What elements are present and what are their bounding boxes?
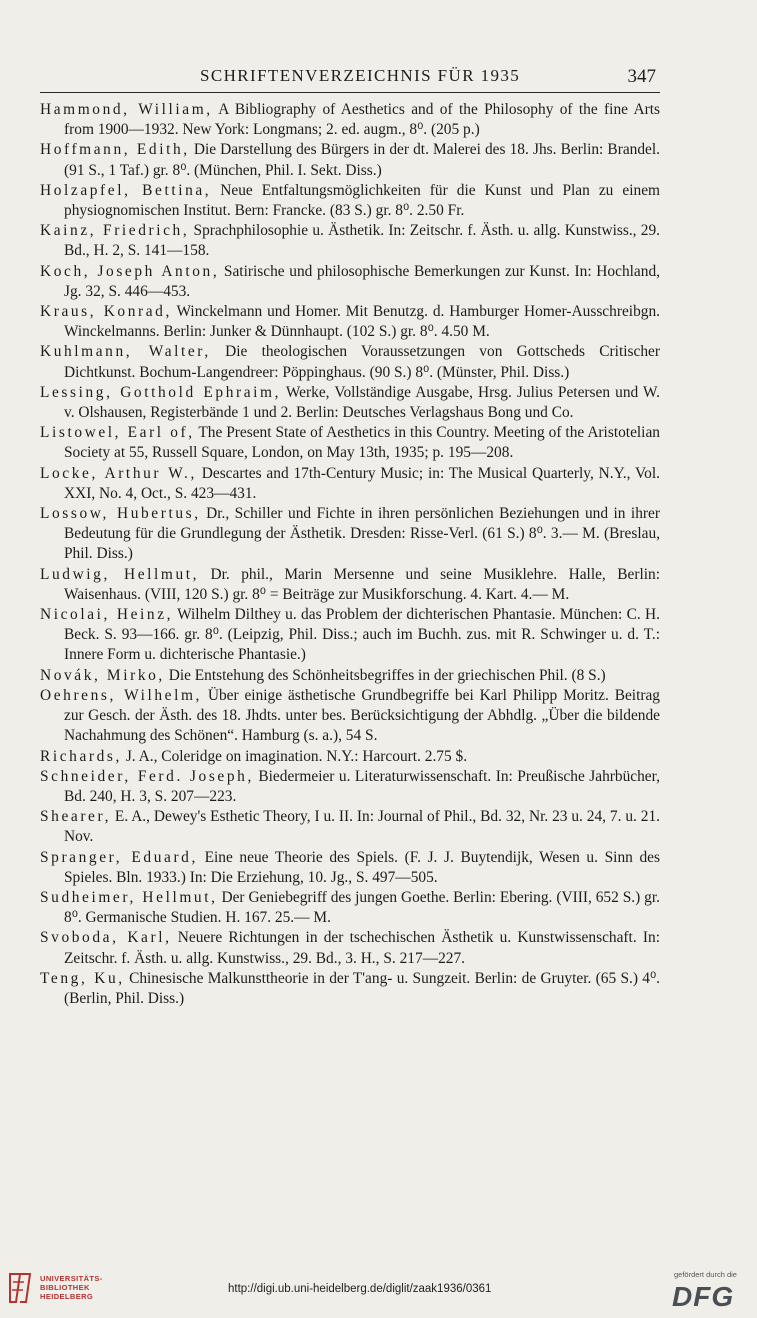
running-title: SCHRIFTENVERZEICHNIS FÜR 1935 (200, 66, 521, 85)
entry-text: Neuere Richtungen in der tschechischen Ästhetik u. Kunstwissenschaft. In: Zeitschr. f. Ästh. u. allg. Kunstwiss., 29. Bd., 3. H., S. 217—227. (64, 929, 660, 967)
entry-author: Hoffmann, Edith, (40, 141, 190, 159)
entry-author: Shearer, (40, 808, 112, 826)
bibliography-entry (40, 221, 660, 261)
entry-author: Oehrens, Wilhelm, (40, 686, 202, 704)
entry-author: Richards, (40, 747, 122, 765)
entry-author: Schneider, Ferd. Joseph, (40, 767, 254, 785)
entry-text: Chinesische Malkunsttheorie in der T'ang- u. Sungzeit. Berlin: de Gruyter. (65 S.) 4⁰. (Berlin, Phil. Diss.) (64, 969, 660, 1007)
entry-author: Svoboda, Karl, (40, 929, 172, 947)
entry-text: Sprachphilosophie u. Ästhetik. In: Zeitschr. f. Ästh. u. allg. Kunstwiss., 29. Bd., H. 2, S. 141—158. (64, 222, 661, 260)
bibliography-entry (40, 747, 660, 767)
entry-text: Die Entstehung des Schönheitsbegriffes in der griechischen Phil. (8 S.) (164, 666, 606, 684)
entry-author: Teng, Ku, (40, 969, 125, 987)
entry-text: Die theologischen Voraussetzungen von Gottscheds Critischer Dichtkunst. Bochum-Langendreer: Pöppinghaus. (90 S.) 8⁰. (Münster, Phil. Diss.) (64, 343, 660, 381)
dfg-caption: gefördert durch die (674, 1270, 737, 1279)
heidelberg-logo-icon (6, 1270, 34, 1306)
entry-text: E. A., Dewey's Esthetic Theory, I u. II. In: Journal of Phil., Bd. 32, Nr. 23 u. 24, 7. u. 21. Nov. (64, 808, 660, 846)
bibliography-entry (40, 969, 660, 1009)
bibliography-entry (40, 140, 660, 180)
entry-text: Dr., Schiller und Fichte in ihren persönlichen Beziehungen und in ihrer Bedeutung für die Grundlegung der Ästhetik. Dresden: Risse-Verl. (61 S.) 8⁰. 3.— M. (Breslau, Phil. Diss.) (64, 505, 660, 563)
entry-text: Die Darstellung des Bürgers in der dt. Malerei des 18. Jhs. Berlin: Brandel. (91 S., 1 Taf.) gr. 8⁰. (München, Phil. I. Sekt. Diss.) (64, 141, 660, 179)
entry-author: Lossow, Hubertus, (40, 505, 201, 523)
bibliography-entry (40, 848, 660, 888)
bibliography-entry (40, 262, 660, 302)
entry-text: A Bibliography of Aesthetics and of the Philosophy of the fine Arts from 1900—1932. New York: Longmans; 2. ed. augm., 8⁰. (205 p.) (64, 101, 660, 139)
bibliography-entry (40, 383, 660, 423)
logo-line: BIBLIOTHEK (40, 1283, 90, 1292)
entry-text: Descartes and 17th-Century Music; in: The Musical Quarterly, N.Y., Vol. XXI, No. 4, Oct., S. 423—431. (64, 464, 660, 502)
entry-text: Satirische und philosophische Bemerkungen zur Kunst. In: Hochland, Jg. 32, S. 446—453. (64, 262, 660, 300)
page-header (40, 62, 660, 93)
entry-author: Kraus, Konrad, (40, 303, 172, 321)
entry-text: Eine neue Theorie des Spiels. (F. J. J. Buytendijk, Wesen u. Sinn des Spieles. Bln. 1933.) In: Die Erziehung, 10. Jg., S. 497—505. (64, 848, 660, 886)
entry-author: Listowel, Earl of, (40, 424, 195, 442)
entry-text: Dr. phil., Marin Mersenne und seine Musiklehre. Halle, Berlin: Waisenhaus. (VIII, 120 S.) gr. 8⁰ = Beiträge zur Musikforschung. 4. Kart. 4.— M. (64, 565, 660, 603)
bibliography-entry (40, 807, 660, 847)
bibliography-list (40, 100, 660, 1009)
entry-text: Werke, Vollständige Ausgabe, Hrsg. Julius Petersen und W. v. Olshausen, Registerbände 1 und 2. Berlin: Deutsches Verlagshaus Bong und Co. (64, 383, 660, 422)
entry-text: J. A., Coleridge on imagination. N.Y.: Harcourt. 2.75 $. (121, 747, 468, 765)
entry-author: Sudheimer, Hellmut, (40, 888, 218, 906)
bibliography-entry (40, 100, 660, 140)
logo-text (40, 1274, 103, 1301)
bibliography-entry (40, 767, 660, 807)
bibliography-entry (40, 888, 660, 928)
bibliography-entry (40, 181, 660, 221)
entry-author: Kainz, Friedrich, (40, 222, 190, 240)
bibliography-entry (40, 423, 660, 463)
entry-author: Lessing, Gotthold Ephraim, (40, 383, 282, 401)
entry-author: Spranger, Eduard, (40, 848, 198, 866)
entry-author: Holzapfel, Bettina, (40, 181, 212, 199)
entry-text: Der Geniebegriff des jungen Goethe. Berlin: Ebering. (VIII, 652 S.) gr. 8⁰. Germanische Studien. H. 167. 25.— M. (64, 888, 660, 927)
permalink-url[interactable]: http://digi.ub.uni-heidelberg.de/diglit/zaak1936/0361 (228, 1283, 492, 1295)
bibliography-entry (40, 302, 660, 342)
dfg-logo (668, 1270, 752, 1314)
bibliography-entry (40, 504, 660, 565)
bibliography-entry (40, 342, 660, 382)
entry-author: Novák, Mirko, (40, 666, 165, 684)
entry-text: Über einige ästhetische Grundbegriffe bei Karl Philipp Moritz. Beitrag zur Gesch. der Ästh. des 18. Jhdts. unter bes. Berücksichtigung der Abhdlg. „Über die bildende Nachahmung des Schönen“. Hamburg (s. a.), 54 S. (64, 686, 661, 745)
bibliography-entry (40, 666, 660, 686)
entry-author: Locke, Arthur W., (40, 464, 197, 482)
entry-author: Hammond, William, (40, 101, 213, 118)
entry-author: Koch, Joseph Anton, (40, 262, 220, 280)
dfg-mark: DFG (672, 1281, 735, 1312)
entry-text: Biedermeier u. Literaturwissenschaft. In: Preußische Jahrbücher, Bd. 240, H. 3, S. 207—223. (64, 767, 660, 805)
entry-author: Ludwig, Hellmut, (40, 565, 200, 583)
bibliography-entry (40, 928, 660, 968)
entry-text: Neue Entfaltungsmöglichkeiten für die Kunst und Plan zu einem physiognomischen Institut. Bern: Francke. (83 S.) gr. 8⁰. 2.50 Fr. (64, 181, 660, 220)
entry-text: The Present State of Aesthetics in this Country. Meeting of the Aristotelian Society at 55, Russell Square, London, on May 13th, 1935; p. 195—208. (64, 424, 660, 462)
logo-line: UNIVERSITÄTS- (40, 1274, 103, 1283)
logo-line: HEIDELBERG (40, 1292, 94, 1301)
entry-author: Kuhlmann, Walter, (40, 343, 211, 361)
bibliography-entry (40, 686, 660, 747)
bibliography-entry (40, 605, 660, 666)
entry-text: Winckelmann und Homer. Mit Benutzg. d. Hamburger Homer-Ausschreibgn. Winckelmanns. Berlin: Junker & Dünnhaupt. (102 S.) gr. 8⁰. 4.50 M. (64, 303, 661, 341)
bibliography-entry (40, 565, 660, 605)
university-library-logo[interactable] (6, 1268, 116, 1308)
entry-author: Nicolai, Heinz, (40, 606, 174, 624)
entry-text: Wilhelm Dilthey u. das Problem der dichterischen Phantasie. München: C. H. Beck. S. 93—166. gr. 8⁰. (Leipzig, Phil. Diss.; auch im Buchh. zus. mit R. Schwinger u. d. T.: Innere Form u. dichterische Phantasie.) (64, 606, 661, 664)
bibliography-entry (40, 464, 660, 504)
page-number: 347 (627, 66, 656, 87)
